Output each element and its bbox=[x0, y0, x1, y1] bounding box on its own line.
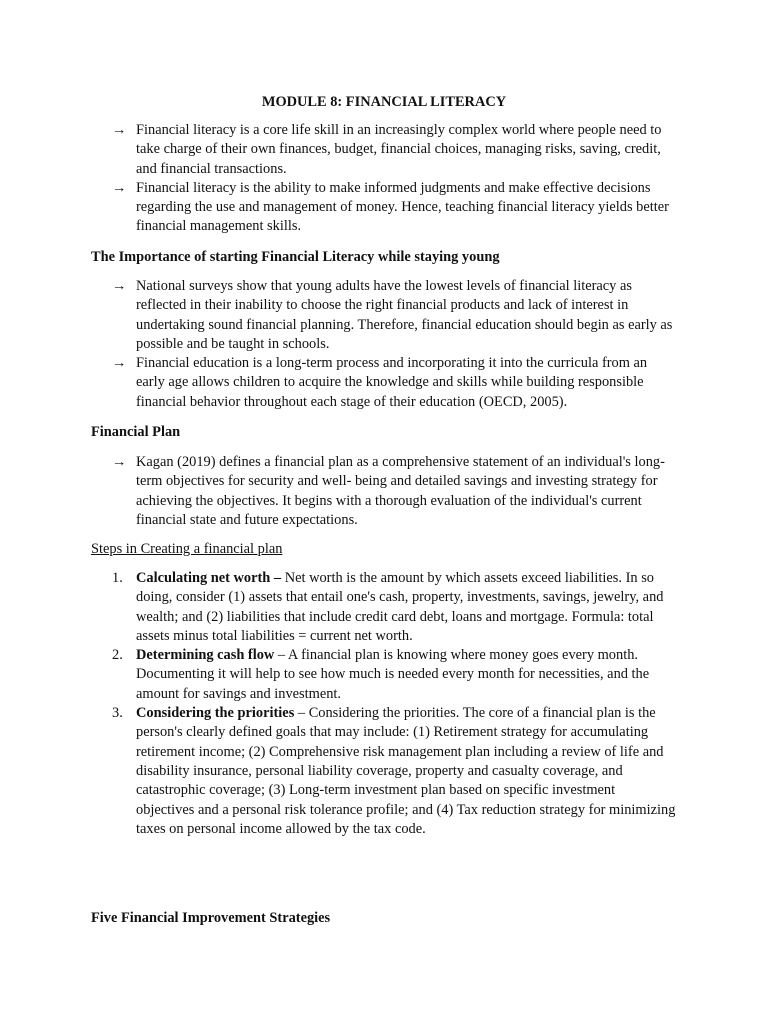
step-number: 3. bbox=[112, 705, 123, 722]
list-item bbox=[0, 569, 676, 646]
arrow-bullet-icon: → bbox=[112, 454, 127, 470]
step-text: – Considering the priorities. The core of a financial plan is the person's clearly defined goals that may include: (1) Retirement strategy for accumulating retirement income; (2) Comprehensive risk management plan including a review of life and disability insurance, personal liability coverage, property and casualty coverage, and catastrophic coverage; (3) Long-term investment plan based on specific investment objectives and a personal risk tolerance profile; and (4) Tax reduction strategy for minimizing taxes on personal income allowed by the tax code. bbox=[136, 705, 676, 837]
list-item bbox=[0, 646, 676, 704]
list-item bbox=[0, 354, 676, 412]
arrow-bullet-icon: → bbox=[112, 355, 127, 372]
list-item bbox=[0, 121, 676, 179]
step-text: – A financial plan is knowing where money goes every month. Documenting it will help to see how much is needed every month for necessities, and the amount for savings and investment. bbox=[136, 647, 650, 702]
arrow-bullet-icon: → bbox=[112, 122, 127, 138]
page-title: MODULE 8: FINANCIAL LITERACY bbox=[261, 94, 507, 110]
step-term: Determining cash flow bbox=[136, 647, 275, 664]
plan-bullet-list bbox=[0, 453, 768, 530]
importance-bullet-list bbox=[0, 277, 768, 412]
bullet-text: Financial literacy is a core life skill in an increasingly complex world where people need to take charge of their own finances, budget, financial choices, managing risks, saving, credit, and financial transactions. bbox=[136, 122, 662, 177]
list-item bbox=[0, 179, 676, 237]
arrow-bullet-icon: → bbox=[112, 179, 127, 196]
section-heading-strategies: Five Financial Improvement Strategies bbox=[91, 910, 331, 926]
bullet-text: Kagan (2019) defines a financial plan as a comprehensive statement of an individual's long-term objectives for security and well- being and detailed savings and investing strategy for achieving the objectives. It begins with a thorough evaluation of the individual's current financial state and future expectations. bbox=[136, 454, 665, 528]
bullet-text: National surveys show that young adults have the lowest levels of financial literacy as reflected in their inability to choose the right financial products and lack of interest in undertaking sound financial planning. Therefore, financial education should begin as early as possible and be taught in schools. bbox=[136, 278, 673, 352]
bullet-text: Financial literacy is the ability to make informed judgments and make effective decisions regarding the use and management of money. Hence, teaching financial literacy yields better financial management skills. bbox=[136, 179, 669, 235]
step-term: Calculating net worth – bbox=[136, 570, 282, 586]
section-heading-financial-plan: Financial Plan bbox=[91, 424, 181, 440]
step-number: 2. bbox=[112, 647, 123, 664]
list-item bbox=[0, 704, 676, 839]
step-term: Considering the priorities bbox=[136, 705, 295, 722]
list-item bbox=[0, 277, 676, 354]
intro-bullet-list bbox=[0, 121, 768, 237]
steps-numbered-list bbox=[0, 569, 768, 839]
arrow-bullet-icon: → bbox=[112, 278, 127, 294]
steps-subheading: Steps in Creating a financial plan bbox=[91, 541, 283, 557]
section-heading-importance: The Importance of starting Financial Literacy while staying young bbox=[91, 249, 500, 265]
bullet-text: Financial education is a long-term process and incorporating it into the curricula from an early age allows children to acquire the knowledge and skills while building responsible financial behavior throughout each stage of their education (OECD, 2005). bbox=[136, 355, 648, 410]
step-text: Net worth is the amount by which assets exceed liabilities. In so doing, consider (1) assets that entail one's cash, property, investments, savings, jewelry, and wealth; and (2) liabilities that include credit card debt, loans and mortgage. Formula: total assets minus total liabilities = current net worth. bbox=[136, 570, 664, 644]
list-item bbox=[0, 453, 676, 530]
step-number: 1. bbox=[112, 570, 123, 586]
